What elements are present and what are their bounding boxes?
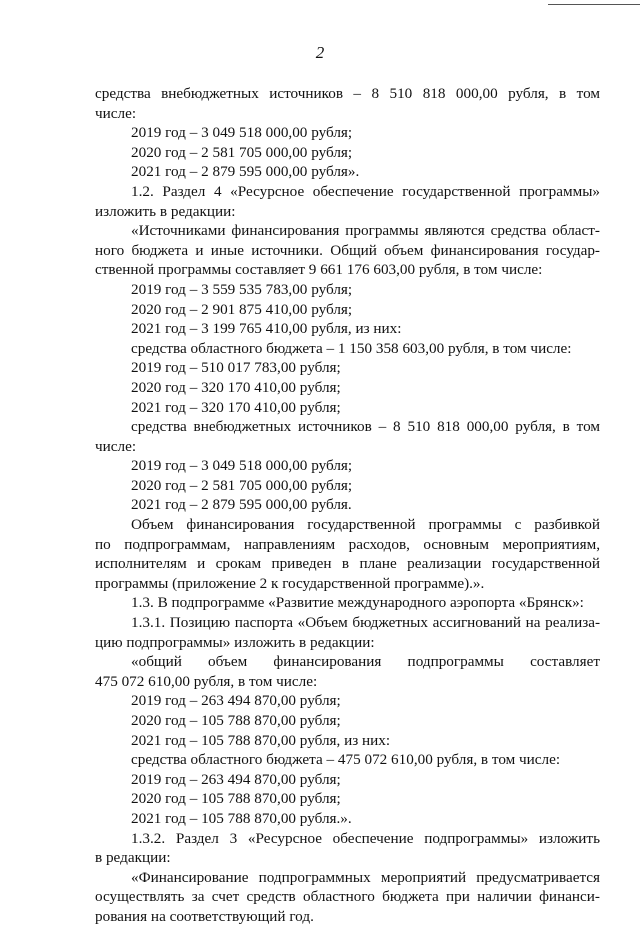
text-line: 2019 год – 510 017 783,00 рубля; [131,359,341,377]
text-line: 475 072 610,00 рубля, в том числе: [95,672,318,690]
text-line: средства областного бюджета – 475 072 610,00 рубля, в том числе: [131,751,561,769]
text-line: 2020 год – 2 581 705 000,00 рубля; [131,476,353,494]
text-line: 2021 год – 2 879 595 000,00 рубля. [131,496,352,514]
text-line: средства внебюджетных источников – 8 510 818 000,00 рубля, в том [95,85,600,102]
text-line: средства внебюджетных источников – 8 510 818 000,00 рубля, в том [131,418,600,436]
text-line: 1.2. Раздел 4 «Ресурсное обеспечение государственной программы» [131,182,600,200]
text-line: 2021 год – 105 788 870,00 рубля, из них: [131,731,391,749]
text-line: числе: [95,104,137,122]
text-line: 2019 год – 263 494 870,00 рубля; [131,692,341,710]
text-line: числе: [95,437,137,455]
text-line: ного бюджета и иные источники. Общий объем финансирования государ- [95,241,600,259]
text-line: 2020 год – 105 788 870,00 рубля; [131,790,341,808]
text-line: изложить в редакции: [95,202,236,220]
text-line: 2021 год – 2 879 595 000,00 рубля». [131,163,360,181]
text-line: 2021 год – 320 170 410,00 рубля; [131,398,341,416]
text-line: «Финансирование подпрограммных мероприятий предусматривается [131,868,600,886]
text-line: 2019 год – 3 049 518 000,00 рубля; [131,124,353,142]
text-line: «общий объем финансирования подпрограммы составляет [131,653,600,671]
text-line: 2020 год – 105 788 870,00 рубля; [131,712,341,729]
top-rule [548,4,640,5]
text-line: 2020 год – 2 901 875 410,00 рубля; [131,300,353,318]
document-body [95,84,600,927]
text-line: 2019 год – 263 494 870,00 рубля; [131,770,341,788]
text-line: ственной программы составляет 9 661 176 603,00 рубля, в том числе: [95,261,543,279]
text-line: 2021 год – 105 788 870,00 рубля.». [131,809,352,827]
text-line: 1.3.2. Раздел 3 «Ресурсное обеспечение подпрограммы» изложить [131,829,600,847]
text-line: 2019 год – 3 049 518 000,00 рубля; [131,457,353,475]
text-line: осуществлять за счет средств областного бюджета при наличии финанси- [95,888,600,906]
text-line: 2020 год – 2 581 705 000,00 рубля; [131,143,353,161]
text-line: программы (приложение 2 к государственной программе).». [95,574,485,592]
text-line: цию подпрограммы» изложить в редакции: [95,633,375,651]
text-line: рования на соответствующий год. [95,907,314,925]
text-line: 2021 год – 3 199 765 410,00 рубля, из них: [131,320,402,338]
page-number: 2 [315,43,325,62]
text-line: 1.3.1. Позицию паспорта «Объем бюджетных ассигнований на реализа- [131,614,600,632]
text-line: 1.3. В подпрограмме «Развитие международного аэропорта «Брянск»: [131,594,584,612]
text-line: средства областного бюджета – 1 150 358 603,00 рубля, в том числе: [131,339,572,357]
text-line: Объем финансирования государственной программы с разбивкой [131,516,600,534]
text-line: 2020 год – 320 170 410,00 рубля; [131,378,341,396]
text-line: по подпрограммам, направлениям расходов, основным мероприятиям, [95,535,600,553]
text-line: «Источниками финансирования программы являются средства област- [131,222,600,240]
text-line: в редакции: [95,849,171,867]
text-line: 2019 год – 3 559 535 783,00 рубля; [131,280,353,298]
text-line: исполнителям и срокам приведен в плане реализации государственной [95,555,600,573]
